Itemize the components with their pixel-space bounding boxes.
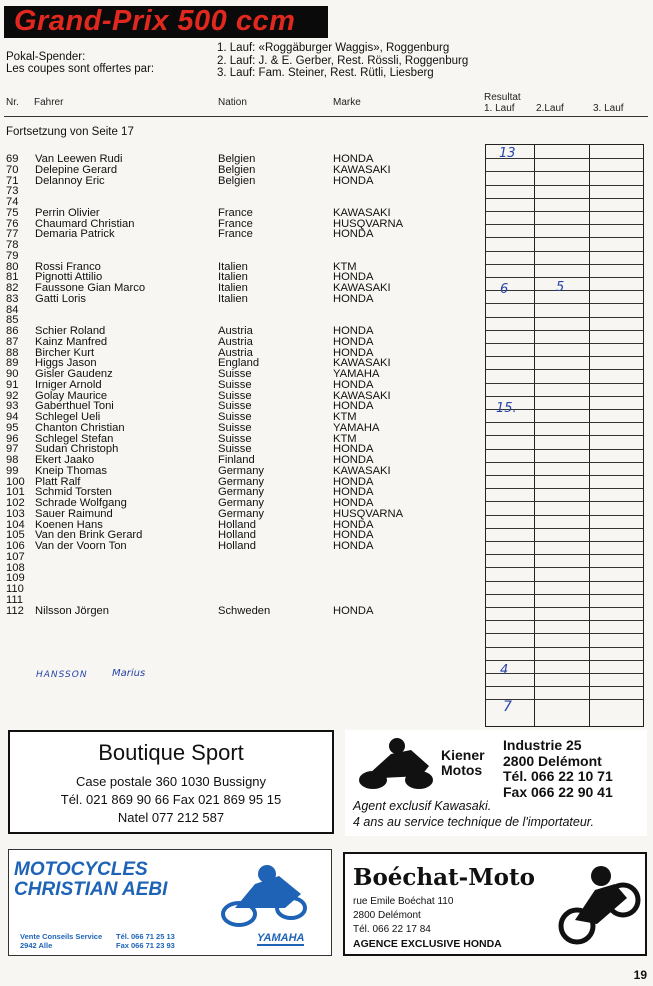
boutique-address: Case postale 360 1030 Bussigny (75, 774, 267, 789)
grid-row-line (486, 541, 643, 542)
entry-row (0, 380, 480, 391)
entry-nation: Italien (218, 260, 248, 273)
entry-brand: HONDA (333, 335, 374, 348)
entry-nr: 92 (6, 389, 19, 402)
entry-nr: 74 (6, 196, 19, 208)
entry-nation: Germany (218, 486, 265, 499)
entry-row (0, 423, 480, 434)
handwritten-result: 7 (503, 699, 512, 715)
entry-row (0, 240, 480, 251)
entry-row (0, 509, 480, 520)
entry-nr: 100 (6, 475, 25, 488)
entry-nr: 88 (6, 346, 19, 359)
col-result: Resultat (484, 92, 521, 103)
result-grid (485, 144, 644, 727)
entry-brand: HONDA (333, 454, 374, 466)
boutique-natel: Natel 077 212 587 (117, 810, 225, 825)
grid-row-line (486, 330, 643, 331)
entry-nr: 83 (6, 292, 19, 305)
handwritten-result: 15. (496, 401, 517, 416)
entry-name: Demaria Patrick (35, 228, 115, 241)
aebi-line1: MOTOCYCLES (14, 859, 148, 880)
entry-row (0, 595, 480, 606)
entry-nation: Schweden (218, 604, 271, 617)
entry-row (0, 165, 480, 176)
grid-row-line (486, 435, 643, 436)
grid-row-line (486, 554, 643, 555)
grid-row-line (486, 198, 643, 199)
sponsor-race-2: 2. Lauf: J. & E. Gerber, Rest. Rössli, Roggenburg (217, 54, 469, 67)
entry-nation: Suisse (218, 411, 252, 423)
entry-nr: 110 (6, 583, 24, 595)
entry-nr: 98 (6, 454, 19, 466)
entry-name: Sudan Christoph (35, 443, 119, 456)
entry-nr: 106 (6, 540, 25, 552)
entry-nation: Austria (218, 335, 253, 348)
aebi-fax: Fax 066 71 23 93 (116, 941, 175, 950)
entry-nr: 76 (6, 217, 19, 230)
aebi-line2: CHRISTIAN AEBI (14, 879, 168, 900)
entry-name: Gaberthuel Toni (35, 400, 114, 413)
kiener-line1: Kiener (441, 747, 485, 763)
grid-row-line (486, 462, 643, 463)
handwritten-first-name: Marius (112, 668, 146, 679)
kiener-line2: Motos (441, 762, 483, 778)
entry-row (0, 573, 480, 584)
grid-row-line (486, 515, 643, 516)
grid-row-line (486, 449, 643, 450)
sponsor-races (217, 42, 468, 80)
aebi-place: 2942 Alle (20, 941, 53, 950)
entry-brand: HONDA (333, 228, 374, 241)
grid-row-line (486, 171, 643, 172)
entry-nr: 97 (6, 443, 19, 456)
entry-nr: 82 (6, 282, 19, 294)
entry-nr: 109 (6, 572, 25, 585)
entry-nation: Holland (218, 540, 256, 552)
grid-row-line (486, 211, 643, 212)
entry-name: Van der Voorn Ton (35, 540, 127, 552)
entry-nr: 102 (6, 497, 25, 509)
entry-nr: 105 (6, 529, 25, 542)
entry-name: Delepine Gerard (35, 163, 118, 176)
entry-nation: Germany (218, 464, 265, 477)
entry-name: Rossi Franco (35, 260, 101, 273)
entry-nr: 75 (6, 206, 19, 219)
entry-nr: 80 (6, 260, 19, 273)
entry-brand: KTM (333, 411, 357, 423)
entry-nr: 95 (6, 421, 19, 434)
entry-brand: HONDA (333, 271, 374, 284)
grid-row-line (486, 317, 643, 318)
entry-nation: Germany (218, 475, 265, 488)
entry-nation: Holland (218, 529, 256, 542)
entry-name: Nilsson Jörgen (35, 604, 109, 617)
entry-nation: Finland (218, 454, 255, 466)
entry-name: Schlegel Ueli (35, 411, 101, 423)
entry-nr: 93 (6, 400, 19, 413)
entry-name: Sauer Raimund (35, 507, 113, 520)
aebi-logo (14, 860, 167, 900)
entry-nr: 112 (6, 604, 24, 617)
entry-name: Schrade Wolfgang (35, 497, 127, 509)
entry-brand: HONDA (333, 325, 374, 337)
entry-brand: HONDA (333, 529, 374, 542)
entry-row (0, 563, 480, 574)
kiener-fax: Fax 066 22 90 41 (503, 783, 613, 800)
entry-name: Gisler Gaudenz (35, 368, 113, 380)
entry-nr: 85 (6, 314, 19, 327)
entry-nr: 90 (6, 368, 19, 380)
grid-row-line (486, 290, 643, 291)
grid-row-line (486, 501, 643, 502)
col-run2: 2.Lauf (536, 103, 564, 114)
entry-nr: 70 (6, 163, 19, 176)
entry-nr: 103 (6, 507, 25, 520)
entry-name: Van den Brink Gerard (35, 529, 143, 542)
sponsor-label-fr: Les coupes sont offertes par: (6, 63, 155, 75)
kiener-agent-line: Agent exclusif Kawasaki. (353, 799, 492, 813)
entry-nation: Belgien (218, 153, 256, 165)
entry-name: Gatti Loris (35, 292, 86, 305)
entry-name: Perrin Olivier (35, 206, 100, 219)
kiener-contact (503, 738, 613, 800)
entry-brand: YAMAHA (333, 421, 380, 434)
grid-row-line (486, 264, 643, 265)
entry-name: Faussone Gian Marco (35, 282, 146, 294)
grid-row-line (486, 686, 643, 687)
entry-nation: France (218, 217, 253, 230)
grid-row-line (486, 528, 643, 529)
entry-nation: Austria (218, 325, 253, 337)
grid-row-line (486, 475, 643, 476)
entry-nation: Italien (218, 271, 248, 284)
entry-nation: Italien (218, 292, 248, 305)
entry-name: Schlegel Stefan (35, 432, 114, 445)
entry-brand: HONDA (333, 400, 374, 413)
grid-row-line (486, 369, 643, 370)
yamaha-brand: YAMAHA (257, 932, 305, 944)
entry-nation: England (218, 357, 260, 370)
entry-nation: Holland (218, 518, 256, 531)
grid-row-line (486, 396, 643, 397)
racing-bike-icon (215, 858, 313, 932)
entry-brand: HONDA (333, 518, 374, 531)
entry-name: Pignotti Attilio (35, 271, 103, 284)
entry-name: Schmid Torsten (35, 486, 112, 499)
entry-row (0, 294, 480, 305)
entry-name: Van Leewen Rudi (35, 153, 123, 165)
handwritten-name: HANSSON (36, 670, 88, 680)
entry-name: Schier Roland (35, 325, 106, 337)
boutique-phone: Tél. 021 869 90 66 Fax 021 869 95 15 (60, 792, 282, 807)
col-nation: Nation (218, 97, 247, 108)
grid-row-line (486, 251, 643, 252)
entry-row (0, 305, 480, 316)
entry-nation: Belgien (218, 174, 256, 187)
entry-nation: Suisse (218, 421, 252, 434)
grid-row-line (486, 343, 643, 344)
entry-brand: HONDA (333, 604, 374, 617)
entry-brand: KAWASAKI (333, 282, 391, 294)
entry-nation: Suisse (218, 368, 252, 380)
aebi-tel: Tél. 066 71 25 13 (116, 932, 175, 941)
entry-name: Platt Ralf (35, 475, 81, 488)
kiener-address: Industrie 25 (503, 737, 582, 753)
entry-nr: 86 (6, 325, 19, 337)
entry-nr: 71 (6, 174, 19, 187)
entry-nr: 78 (6, 239, 19, 251)
entry-row (0, 208, 480, 219)
entry-nation: Suisse (218, 378, 252, 391)
entry-nation: Italien (218, 282, 248, 294)
entry-row (0, 606, 480, 617)
col-run3: 3. Lauf (593, 103, 624, 114)
entry-brand: HONDA (333, 540, 374, 552)
page-title-banner (4, 6, 328, 38)
grid-row-line (486, 581, 643, 582)
entry-row (0, 541, 480, 552)
entry-nr: 84 (6, 303, 19, 316)
aebi-phone-block (116, 932, 175, 950)
entry-name: Golay Maurice (35, 389, 108, 402)
entry-nr: 107 (6, 550, 25, 563)
entry-nr: 73 (6, 185, 19, 198)
boechat-city: 2800 Delémont (353, 910, 421, 921)
entry-brand: HONDA (333, 346, 374, 359)
boutique-name: Boutique Sport (98, 740, 244, 765)
entry-row (0, 337, 480, 348)
entry-name: Chaumard Christian (35, 217, 135, 230)
entry-nr: 108 (6, 561, 25, 574)
kiener-service-line: 4 ans au service technique de l'importateur. (353, 815, 594, 829)
handwritten-result: 5 (556, 280, 565, 295)
header-rule (4, 116, 648, 117)
entry-nr: 111 (6, 593, 24, 606)
entry-nr: 79 (6, 249, 19, 262)
entry-name: Irniger Arnold (35, 378, 102, 391)
entry-nr: 91 (6, 378, 19, 391)
boechat-name: Boéchat-Moto (353, 864, 535, 891)
entry-brand: HONDA (333, 153, 374, 165)
motorbike-rider-icon (351, 736, 441, 792)
entry-nr: 99 (6, 464, 19, 477)
entry-name: Kneip Thomas (35, 464, 107, 477)
grid-row-line (486, 277, 643, 278)
entry-nation: France (218, 206, 253, 219)
entry-row (0, 229, 480, 240)
handwritten-result: 4 (500, 663, 509, 678)
entry-brand: KAWASAKI (333, 357, 391, 370)
entry-brand: HONDA (333, 486, 374, 499)
grid-row-line (486, 488, 643, 489)
entry-nation: Suisse (218, 443, 252, 456)
entry-nation: Belgien (218, 163, 256, 176)
entry-brand: HONDA (333, 378, 374, 391)
entry-nr: 87 (6, 335, 19, 348)
kiener-logo (441, 748, 485, 778)
entry-nr: 89 (6, 357, 19, 370)
entry-row (0, 251, 480, 262)
entry-nr: 96 (6, 432, 19, 445)
entry-brand: KTM (333, 260, 357, 273)
entry-brand: HONDA (333, 443, 374, 456)
grid-row-line (486, 673, 643, 674)
entry-brand: HONDA (333, 292, 374, 305)
entry-brand: KAWASAKI (333, 206, 391, 219)
sponsor-label-de: Pokal-Spender: (6, 51, 86, 63)
col-nr: Nr. (6, 97, 19, 108)
sponsor-race-3: 3. Lauf: Fam. Steiner, Rest. Rütli, Liesberg (217, 67, 434, 79)
sponsor-race-1: 1. Lauf: «Roggäburger Waggis», Roggenburg (217, 42, 450, 54)
entry-nation: Suisse (218, 400, 252, 413)
entry-name: Delannoy Eric (35, 174, 105, 187)
aebi-services: Vente Conseils Service (20, 932, 103, 941)
entry-brand: HONDA (333, 497, 374, 509)
entry-name: Bircher Kurt (35, 346, 95, 359)
page-title: Grand-Prix 500 ccm (14, 5, 296, 37)
entry-brand: HONDA (333, 475, 374, 488)
entry-row (0, 552, 480, 563)
grid-row-line (486, 237, 643, 238)
grid-row-line (486, 185, 643, 186)
grid-row-line (486, 647, 643, 648)
entry-nation: Suisse (218, 389, 252, 402)
entry-brand: KAWASAKI (333, 389, 391, 402)
kiener-tel: Tél. 066 22 10 71 (503, 768, 613, 784)
entry-brand: HONDA (333, 174, 374, 187)
entry-row (0, 176, 480, 187)
entry-brand: YAMAHA (333, 368, 380, 380)
kiener-city: 2800 Delémont (503, 752, 602, 769)
grid-row-line (486, 620, 643, 621)
entry-nation: Germany (218, 497, 265, 509)
entry-brand: HUSQVARNA (333, 217, 404, 230)
grid-row-line (486, 303, 643, 304)
grid-row-line (486, 356, 643, 357)
entry-nation: Germany (218, 507, 265, 520)
aebi-services-block (20, 932, 102, 950)
entry-brand: HUSQVARNA (333, 507, 404, 520)
entry-name: Koenen Hans (35, 518, 103, 531)
grid-row-line (486, 567, 643, 568)
entry-brand: KTM (333, 432, 357, 445)
ad-boutique-sport (8, 730, 334, 834)
entry-name: Ekert Jaako (35, 454, 95, 466)
rider-illustration-icon (557, 860, 641, 946)
entry-row (0, 186, 480, 197)
grid-row-line (486, 383, 643, 384)
page-number: 19 (633, 968, 647, 982)
entry-brand: KAWASAKI (333, 163, 391, 176)
entry-nr: 81 (6, 271, 19, 284)
handwritten-result: 13 (499, 146, 516, 161)
entry-row (0, 584, 480, 595)
grid-row-line (486, 660, 643, 661)
grid-row-line (486, 422, 643, 423)
grid-row-line (486, 224, 643, 225)
entry-nation: Suisse (218, 432, 252, 445)
boechat-agency: AGENCE EXCLUSIVE HONDA (353, 938, 502, 950)
continuation-note: Fortsetzung von Seite 17 (6, 126, 134, 138)
entry-name: Kainz Manfred (35, 335, 108, 348)
kiener-agent (353, 798, 594, 830)
entry-nr: 104 (6, 518, 25, 531)
entry-name: Chanton Christian (35, 421, 125, 434)
entry-name: Higgs Jason (35, 357, 97, 370)
boechat-tel: Tél. 066 22 17 84 (353, 924, 431, 935)
boechat-street: rue Emile Boéchat 110 (353, 896, 454, 907)
col-driver: Fahrer (34, 97, 64, 108)
col-brand: Marke (333, 97, 361, 108)
entry-brand: KAWASAKI (333, 464, 391, 477)
col-run1: 1. Lauf (484, 103, 515, 114)
grid-row-line (486, 594, 643, 595)
entry-nr: 101 (6, 486, 25, 499)
entry-nr: 94 (6, 411, 19, 423)
grid-row-line (486, 633, 643, 634)
grid-row-line (486, 607, 643, 608)
handwritten-result: 6 (500, 282, 509, 297)
entry-nation: Austria (218, 346, 253, 359)
entry-nr: 77 (6, 228, 19, 241)
entry-row (0, 466, 480, 477)
entry-nr: 69 (6, 153, 19, 165)
entry-nation: France (218, 228, 253, 241)
